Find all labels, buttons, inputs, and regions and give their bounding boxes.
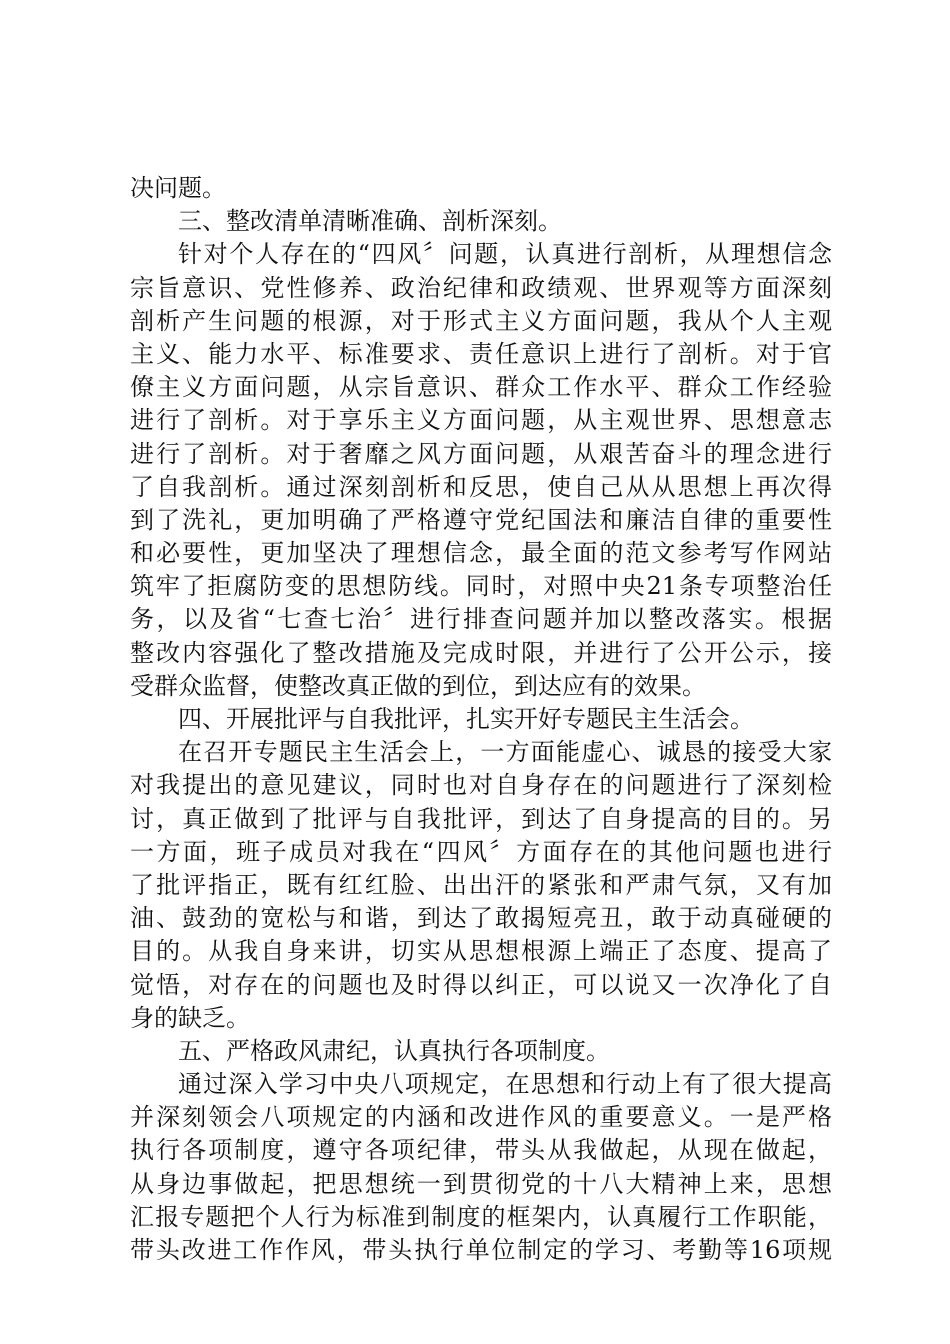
text-line: 针对个人存在的“四风〞问题，认真进行剖析，从理想信念 — [178, 240, 832, 269]
text-line: 四、开展批评与自我批评，扎实开好专题民主生活会。 — [178, 705, 754, 733]
text-line: 受群众监督，使整改真正做的到位，到达应有的效果。 — [130, 671, 706, 700]
text-line: 汇报专题把个人行为标准到制度的框架内，认真履行工作职能， — [130, 1202, 832, 1231]
text-line: 油、鼓劲的宽松与和谐，到达了敢揭短亮丑，敢于动真碰硬的 — [130, 904, 832, 933]
text-line: 通过深入学习中央八项规定，在思想和行动上有了很大提高 — [178, 1070, 832, 1099]
text-line: 进行了剖析。对于奢靡之风方面问题，从艰苦奋斗的理念进行 — [130, 439, 832, 468]
text-line: 带头改进工作作风，带头执行单位制定的学习、考勤等16项规 — [130, 1236, 832, 1264]
text-line: 了自我剖析。通过深刻剖析和反思，使自己从从思想上再次得 — [130, 472, 832, 501]
text-line: 从身边事做起，把思想统一到贯彻党的十八大精神上来，思想 — [130, 1169, 832, 1198]
text-line: 在召开专题民主生活会上，一方面能虚心、诚恳的接受大家 — [178, 738, 832, 767]
text-line: 和必要性，更加坚决了理想信念，最全面的范文参考写作网站 — [130, 539, 832, 568]
text-line: 五、严格政风肃纪，认真执行各项制度。 — [178, 1036, 610, 1065]
text-line: 决问题。 — [130, 174, 226, 202]
text-line: 到了洗礼，更加明确了严格遵守党纪国法和廉洁自律的重要性 — [130, 505, 832, 534]
document-body — [130, 172, 832, 1267]
text-line: 一方面，班子成员对我在“四风〞方面存在的其他问题也进行 — [130, 837, 832, 866]
text-line: 筑牢了拒腐防变的思想防线。同时，对照中央21条专项整治任 — [130, 572, 832, 601]
text-line: 目的。从我自身来讲，切实从思想根源上端正了态度、提高了 — [130, 937, 832, 966]
text-line: 宗旨意识、党性修养、政治纪律和政绩观、世界观等方面深刻 — [130, 273, 832, 302]
text-line: 觉悟，对存在的问题也及时得以纠正，可以说又一次净化了自 — [130, 970, 832, 999]
text-line: 身的缺乏。 — [130, 1003, 250, 1032]
text-line: 对我提出的意见建议，同时也对自身存在的问题进行了深刻检 — [130, 771, 832, 800]
text-line: 了批评指正，既有红红脸、出出汗的紧张和严肃气氛，又有加 — [130, 870, 832, 899]
text-line: 进行了剖析。对于享乐主义方面问题，从主观世界、思想意志 — [130, 406, 832, 435]
text-line: 三、整改清单清晰准确、剖析深刻。 — [178, 207, 562, 236]
text-line: 并深刻领会八项规定的内涵和改进作风的重要意义。一是严格 — [130, 1103, 832, 1132]
text-line: 务，以及省“七查七治〞进行排查问题并加以整改落实。根据 — [130, 605, 832, 634]
text-line: 僚主义方面问题，从宗旨意识、群众工作水平、群众工作经验 — [130, 373, 832, 402]
text-line: 剖析产生问题的根源，对于形式主义方面问题，我从个人主观 — [130, 306, 832, 335]
text-line: 主义、能力水平、标准要求、责任意识上进行了剖析。对于官 — [130, 339, 832, 368]
text-line: 讨，真正做到了批评与自我批评，到达了自身提高的目的。另 — [130, 804, 832, 833]
text-line: 执行各项制度，遵守各项纪律，带头从我做起，从现在做起， — [130, 1136, 832, 1165]
text-line: 整改内容强化了整改措施及完成时限，并进行了公开公示，接 — [130, 638, 832, 667]
